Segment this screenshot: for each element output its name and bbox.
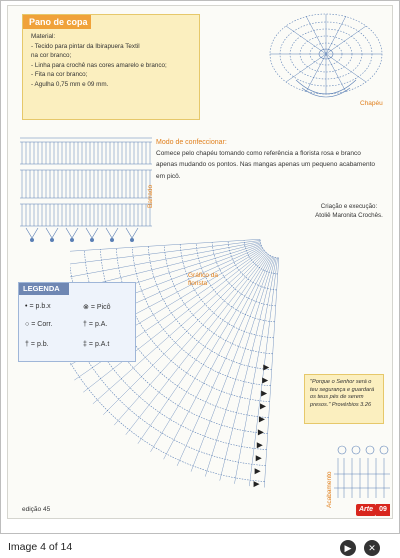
materials-line: - Linha para crochê nas cores amarelo e branco; xyxy=(31,61,167,69)
legend-label: = Picô xyxy=(90,304,111,311)
credits-line-2: Atoliê Maronita Crochês. xyxy=(315,212,383,219)
caption-grafico-line-1: Gráfico da xyxy=(188,272,218,279)
close-button[interactable] xyxy=(364,540,380,556)
legend-symbol: ‡ xyxy=(83,341,87,348)
instructions-body: Comece pelo chapéu tomando como referência a florista rosa e branco apenas mudando os pontos. Nas mangas apenas um pequeno acabamento em picô. xyxy=(156,150,375,180)
legend-symbol: ○ xyxy=(25,321,30,328)
legend-label: = p.b.x xyxy=(29,303,51,310)
legend-item xyxy=(83,303,111,311)
legend-label: = p.A. xyxy=(88,321,108,328)
materials-line: - Tecido para pintar da Ibirapuera Textil xyxy=(31,42,140,50)
materials-label: Material: xyxy=(31,33,56,40)
chapeu-diagram xyxy=(266,10,386,106)
legend-item xyxy=(25,321,52,328)
play-icon: ▶ xyxy=(344,543,352,553)
legend-title: LEGENDA xyxy=(19,283,69,295)
legend-symbol: † xyxy=(25,341,29,348)
image-counter: Image 4 of 14 xyxy=(8,541,73,553)
credits xyxy=(304,202,393,220)
caption-grafico xyxy=(188,272,218,288)
materials-box xyxy=(22,14,200,120)
credits-line-1: Criação e execução: xyxy=(320,203,378,210)
legend-item xyxy=(25,341,49,348)
instructions-title: Modo de confeccionar: xyxy=(156,139,227,146)
materials-line: - Fita na cor branco; xyxy=(31,71,88,79)
legend-item xyxy=(83,341,109,348)
close-icon: ✕ xyxy=(368,543,376,553)
caption-acabamento: Acabamento xyxy=(326,471,333,508)
materials-title: Pano de copa xyxy=(23,15,91,29)
materials-line: - Agulha 0,75 mm e 09 mm. xyxy=(31,80,109,88)
play-button[interactable] xyxy=(340,540,356,556)
legend-label: = p.b. xyxy=(30,341,49,348)
magazine-page xyxy=(7,5,393,519)
caption-barrado: Barrado xyxy=(147,184,154,208)
legend-item xyxy=(25,303,51,310)
materials-line: na cor branco; xyxy=(31,52,72,60)
viewer-bar xyxy=(0,536,400,558)
legend-label: = Corr. xyxy=(31,321,53,328)
barrado-diagram xyxy=(20,136,152,246)
legend-symbol: † xyxy=(83,321,87,328)
caption-chapeu: Chapéu xyxy=(360,100,383,107)
page-number: 09 xyxy=(376,504,390,516)
caption-grafico-line-2: florista xyxy=(188,280,208,287)
instructions-text xyxy=(156,137,378,182)
brand-logo: Arte xyxy=(356,504,376,516)
legend-label: = p.A.t xyxy=(88,341,110,348)
quote-box: "Porque o Senhor será o teu segurança e guardará os teus pés de serem presos." Provérbios 3.26 xyxy=(304,374,384,424)
legend-symbol: ⊗ xyxy=(83,304,89,311)
acabamento-diagram xyxy=(334,444,390,502)
materials-body xyxy=(23,29,199,93)
legend-symbol: • xyxy=(25,303,28,310)
edition-label: edição 45 xyxy=(22,506,51,513)
legend-item xyxy=(83,321,107,328)
legend-box xyxy=(18,282,136,362)
